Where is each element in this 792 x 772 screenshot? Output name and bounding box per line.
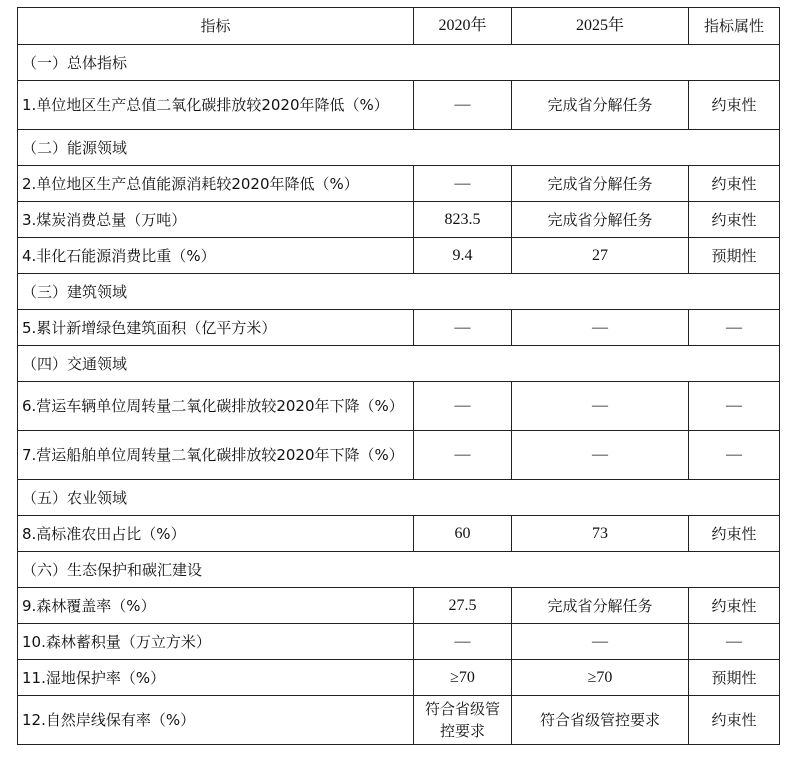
- attribute: 预期性: [689, 238, 780, 274]
- table-row: [18, 660, 780, 696]
- value-2020: —: [414, 166, 512, 202]
- section-row: [18, 45, 780, 81]
- indicator-name: 3.煤炭消费总量（万吨）: [18, 202, 414, 238]
- value-2020: —: [414, 624, 512, 660]
- table-row: [18, 431, 780, 480]
- value-2025: 73: [512, 516, 689, 552]
- table-row: [18, 310, 780, 346]
- indicator-name: 5.累计新增绿色建筑面积（亿平方米）: [18, 310, 414, 346]
- attribute: 预期性: [689, 660, 780, 696]
- value-2025: 27: [512, 238, 689, 274]
- section-title: （二）能源领域: [18, 130, 780, 166]
- value-2020: —: [414, 310, 512, 346]
- table-row: [18, 238, 780, 274]
- value-2025: 符合省级管控要求: [512, 696, 689, 745]
- indicator-name: 12.自然岸线保有率（%）: [18, 696, 414, 745]
- value-2025: 完成省分解任务: [512, 81, 689, 130]
- attribute: 约束性: [689, 696, 780, 745]
- attribute: 约束性: [689, 202, 780, 238]
- value-2020: 823.5: [414, 202, 512, 238]
- value-2025: 完成省分解任务: [512, 166, 689, 202]
- table-row: [18, 166, 780, 202]
- attribute: —: [689, 310, 780, 346]
- value-2020: 9.4: [414, 238, 512, 274]
- indicator-name: 7.营运船舶单位周转量二氧化碳排放较2020年下降（%）: [18, 431, 414, 480]
- value-2020: 60: [414, 516, 512, 552]
- header-indicator: 指标: [18, 8, 414, 45]
- table-row: [18, 202, 780, 238]
- indicator-name: 1.单位地区生产总值二氧化碳排放较2020年降低（%）: [18, 81, 414, 130]
- attribute: —: [689, 431, 780, 480]
- table-row: [18, 624, 780, 660]
- section-title: （一）总体指标: [18, 45, 780, 81]
- value-2025: 完成省分解任务: [512, 202, 689, 238]
- table-row: [18, 588, 780, 624]
- value-2020: —: [414, 431, 512, 480]
- value-2020: 27.5: [414, 588, 512, 624]
- indicator-name: 9.森林覆盖率（%）: [18, 588, 414, 624]
- indicator-name: 11.湿地保护率（%）: [18, 660, 414, 696]
- attribute: —: [689, 624, 780, 660]
- section-row: [18, 130, 780, 166]
- attribute: 约束性: [689, 166, 780, 202]
- section-row: [18, 274, 780, 310]
- value-2020: —: [414, 81, 512, 130]
- attribute: 约束性: [689, 588, 780, 624]
- attribute: 约束性: [689, 516, 780, 552]
- table-row: [18, 81, 780, 130]
- table-row: [18, 516, 780, 552]
- section-row: [18, 552, 780, 588]
- attribute: —: [689, 382, 780, 431]
- value-2020: ≥70: [414, 660, 512, 696]
- section-row: [18, 480, 780, 516]
- value-2020: —: [414, 382, 512, 431]
- indicator-table: [17, 7, 780, 745]
- table-row: [18, 696, 780, 745]
- indicator-name: 4.非化石能源消费比重（%）: [18, 238, 414, 274]
- indicator-name: 8.高标准农田占比（%）: [18, 516, 414, 552]
- value-2025: —: [512, 431, 689, 480]
- header-attribute: 指标属性: [689, 8, 780, 45]
- indicator-name: 6.营运车辆单位周转量二氧化碳排放较2020年下降（%）: [18, 382, 414, 431]
- value-2025: —: [512, 624, 689, 660]
- indicator-name: 10.森林蓄积量（万立方米）: [18, 624, 414, 660]
- section-title: （三）建筑领域: [18, 274, 780, 310]
- header-2020: 2020年: [414, 8, 512, 45]
- section-title: （五）农业领域: [18, 480, 780, 516]
- table-row: [18, 382, 780, 431]
- section-title: （四）交通领域: [18, 346, 780, 382]
- attribute: 约束性: [689, 81, 780, 130]
- indicator-name: 2.单位地区生产总值能源消耗较2020年降低（%）: [18, 166, 414, 202]
- section-row: [18, 346, 780, 382]
- value-2025: ≥70: [512, 660, 689, 696]
- header-2025: 2025年: [512, 8, 689, 45]
- value-2020: 符合省级管控要求: [414, 696, 512, 745]
- value-2025: —: [512, 310, 689, 346]
- section-title: （六）生态保护和碳汇建设: [18, 552, 780, 588]
- header-row: [18, 8, 780, 45]
- value-2025: —: [512, 382, 689, 431]
- value-2025: 完成省分解任务: [512, 588, 689, 624]
